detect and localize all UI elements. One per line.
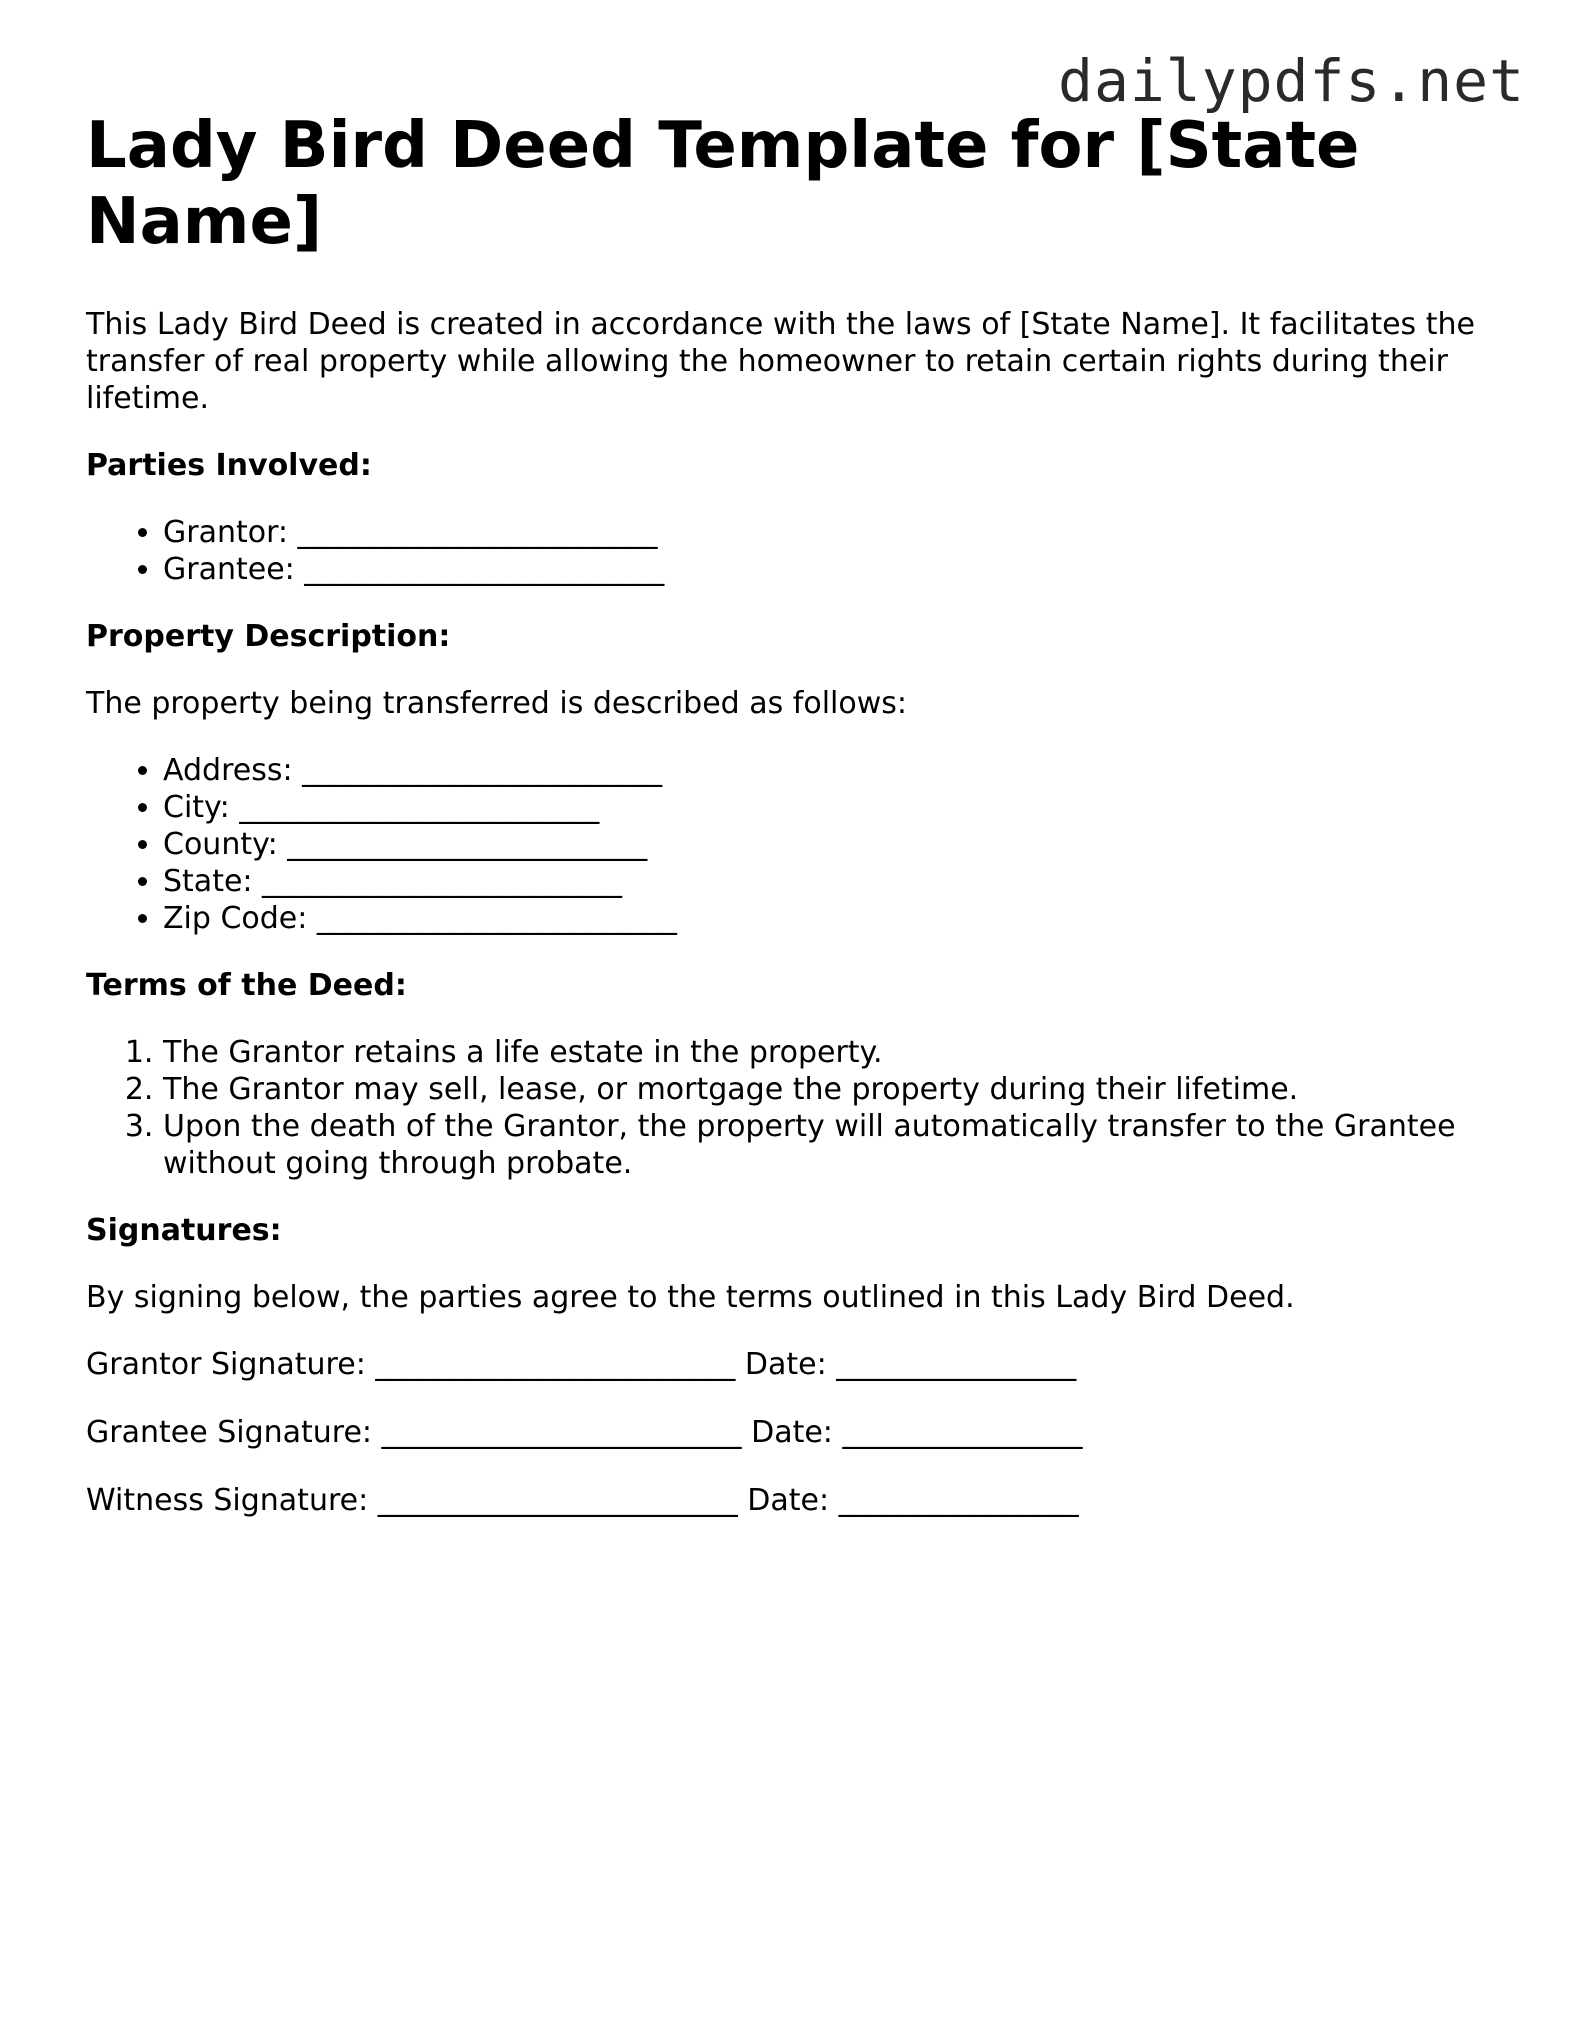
- list-item-address: • Address: ________________________: [163, 752, 1486, 789]
- property-text: The property being transferred is described as follows:: [86, 686, 908, 721]
- parties-heading: Parties Involved:: [86, 448, 372, 483]
- grantee-signature-line: Grantee Signature: ________________________ Date: ________________: [86, 1415, 1083, 1450]
- document-title: Lady Bird Deed Template for [State Name]: [86, 109, 1360, 259]
- parties-list: [86, 514, 1486, 588]
- list-item-state: • State: ________________________: [163, 863, 1486, 900]
- intro-paragraph: This Lady Bird Deed is created in accordance with the laws of [State Name]. It facilitates the transfer of real property while allowing the homeowner to retain certain rights during their lifetime.: [86, 307, 1475, 416]
- list-item-county: • County: ________________________: [163, 826, 1486, 863]
- document-page: [86, 108, 1486, 1519]
- property-heading: Property Description:: [86, 619, 451, 654]
- term-item: 1. The Grantor retains a life estate in the property.: [163, 1034, 1486, 1071]
- signatures-text: By signing below, the parties agree to the terms outlined in this Lady Bird Deed.: [86, 1280, 1295, 1315]
- list-item-zip-code: • Zip Code: ________________________: [163, 900, 1486, 937]
- grantor-signature-line: Grantor Signature: ________________________ Date: ________________: [86, 1347, 1077, 1382]
- signature-block: [86, 1346, 1486, 1519]
- witness-signature-line: Witness Signature: ________________________ Date: ________________: [86, 1483, 1079, 1518]
- terms-heading: Terms of the Deed:: [86, 968, 407, 1003]
- terms-list: [86, 1034, 1486, 1182]
- list-item-city: • City: ________________________: [163, 789, 1486, 826]
- list-item-grantor: • Grantor: ________________________: [163, 514, 1486, 551]
- term-item: 2. The Grantor may sell, lease, or mortgage the property during their lifetime.: [163, 1071, 1486, 1108]
- term-item: 3. Upon the death of the Grantor, the property will automatically transfer to the Grantee without going through probate.: [163, 1108, 1486, 1182]
- property-list: [86, 752, 1486, 937]
- list-item-grantee: • Grantee: ________________________: [163, 551, 1486, 588]
- signatures-heading: Signatures:: [86, 1213, 282, 1248]
- watermark: dailypdfs.net: [1058, 47, 1525, 115]
